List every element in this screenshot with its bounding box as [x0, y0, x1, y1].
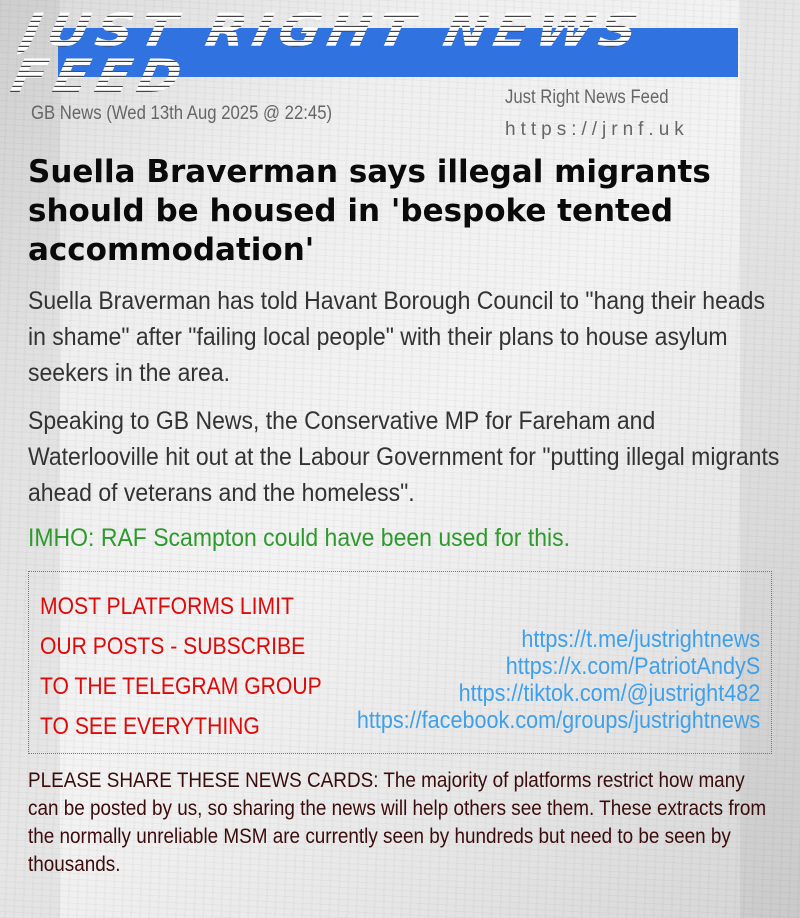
facebook-link[interactable]: https://facebook.com/groups/justrightnews	[356, 707, 760, 734]
promo-line: TO THE TELEGRAM GROUP	[40, 673, 322, 700]
tiktok-link[interactable]: https://tiktok.com/@justright482	[458, 680, 760, 707]
site-url[interactable]: https://jrnf.uk	[505, 119, 689, 140]
site-banner	[6, 2, 738, 103]
telegram-link[interactable]: https://t.me/justrightnews	[521, 626, 760, 653]
x-link[interactable]: https://x.com/PatriotAndyS	[505, 653, 760, 680]
article-headline: Suella Braverman says illegal migrants should be housed in 'bespoke tented accommodation'	[28, 154, 711, 268]
source-dateline: GB News (Wed 13th Aug 2025 @ 22:45)	[31, 103, 333, 124]
promo-line: MOST PLATFORMS LIMIT	[40, 593, 294, 620]
social-links	[312, 626, 760, 734]
share-notice: PLEASE SHARE THESE NEWS CARDS: The majority of platforms restrict how many can be posted by us, so sharing the news will help others see them. These extracts from the normally unreliable MSM are currently seen by hundreds but need to be seen by thousands.	[28, 769, 767, 876]
promo-line: OUR POSTS - SUBSCRIBE	[40, 633, 306, 660]
article-paragraph-1	[28, 283, 765, 391]
paragraph-text: Suella Braverman has told Havant Borough Council to "hang their heads in shame" after "failing local people" with their plans to house asylum seekers in the area.	[28, 287, 765, 387]
promo-line: TO SEE EVERYTHING	[40, 713, 260, 740]
subscribe-promo-box	[28, 571, 772, 754]
editor-comment: IMHO: RAF Scampton could have been used for this.	[28, 524, 571, 552]
article-paragraph-2	[28, 403, 780, 511]
site-name: Just Right News Feed	[505, 87, 669, 108]
paragraph-text: Speaking to GB News, the Conservative MP for Fareham and Waterlooville hit out at the Labour Government for "putting illegal migrants ahead of veterans and the homeless".	[28, 407, 780, 507]
banner-title: JUST RIGHT NEWS FEED	[7, 7, 788, 99]
